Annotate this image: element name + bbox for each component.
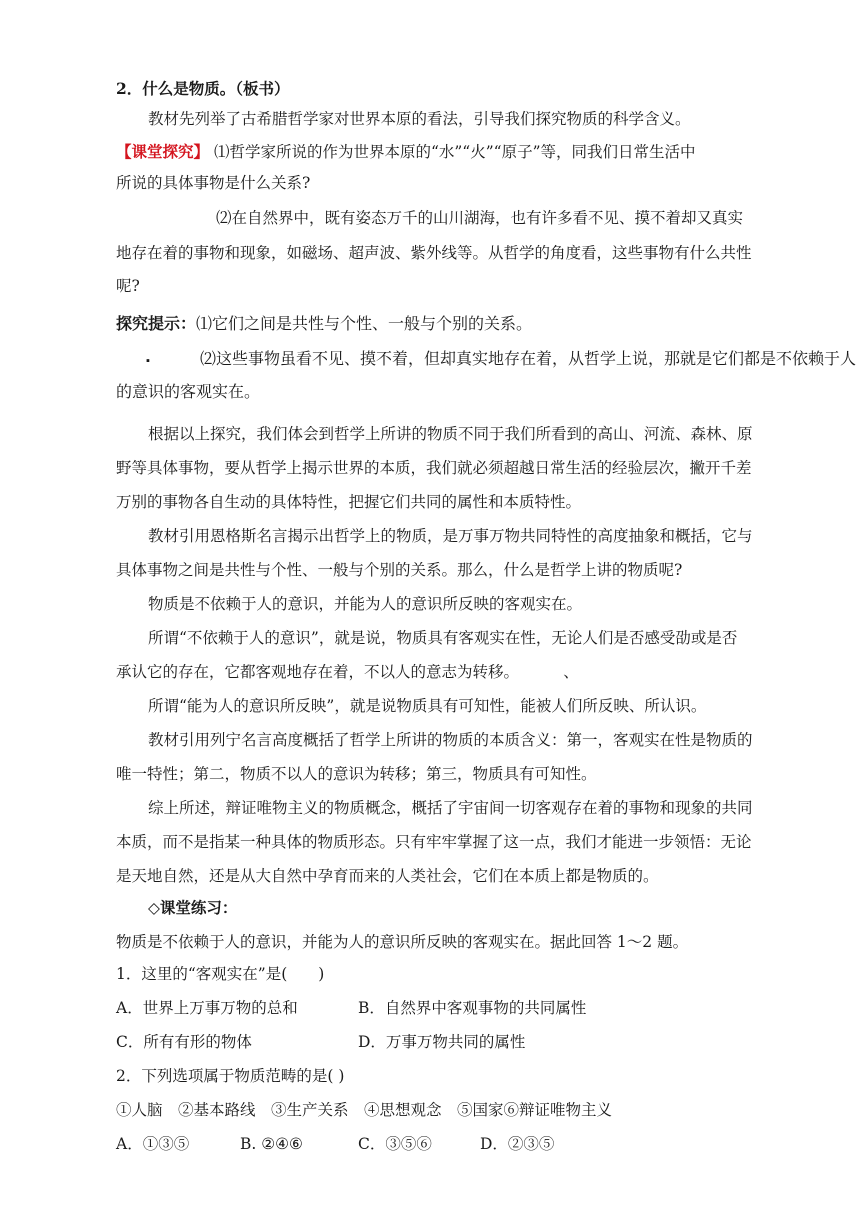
question-1: 1．这里的“客观实在”是( ) xyxy=(116,965,325,983)
paragraph-6-line-2: 唯一特性；第二，物质不以人的意识为转移；第三，物质具有可知性。 xyxy=(116,765,597,783)
explore-question-1-line-2: 所说的具体事物是什么关系? xyxy=(116,174,311,192)
hint-1-text: ⑴它们之间是共性与个性、一般与个别的关系。 xyxy=(196,314,533,333)
question-2-option-a: A．①③⑤ xyxy=(116,1135,190,1153)
hint-line-1 xyxy=(116,313,532,335)
practice-heading: ◇课堂练习： xyxy=(148,898,238,917)
paragraph-4-line-2 xyxy=(116,661,579,683)
paragraph-2-line-1: 教材引用恩格斯名言揭示出哲学上的物质，是万事万物共同特性的高度抽象和概括，它与 xyxy=(148,527,753,545)
paragraph-7-line-3: 是天地自然，还是从大自然中孕育而来的人类社会，它们在本质上都是物质的。 xyxy=(116,867,659,885)
paragraph-1-line-1: 根据以上探究，我们体会到哲学上所讲的物质不同于我们所看到的高山、河流、森林、原 xyxy=(148,425,753,443)
question-2-option-b: B. ②④⑥ xyxy=(240,1135,303,1153)
question-1-option-c: C．所有有形的物体 xyxy=(116,1033,252,1051)
paragraph-7-line-1: 综上所述，辩证唯物主义的物质概念，概括了宇宙间一切客观存在着的事物和现象的共同 xyxy=(148,799,753,817)
hint-dot: . xyxy=(145,348,151,366)
hint-2-line-2: 的意识的客观实在。 xyxy=(116,382,261,401)
question-1-option-d: D．万事万物共同的属性 xyxy=(358,1033,526,1051)
question-1-option-b: B．自然界中客观事物的共同属性 xyxy=(358,999,587,1017)
paragraph-3: 物质是不依赖于人的意识，并能为人的意识所反映的客观实在。 xyxy=(148,595,583,613)
paragraph-7-line-2: 本质，而不是指某一种具体的物质形态。只有牢牢掌握了这一点，我们才能进一步领悟：无论 xyxy=(116,833,752,851)
hint-2-line-1: ⑵这些事物虽看不见、摸不着，但却真实地存在着，从哲学上说，那就是它们都是不依赖于人 xyxy=(200,349,857,368)
stray-mark: 、 xyxy=(563,663,579,681)
explore-question-2-line-2: 地存在着的事物和现象，如磁场、超声波、紫外线等。从哲学的角度看，这些事物有什么共性 xyxy=(116,244,752,262)
question-2-option-c: C．③⑤⑥ xyxy=(358,1135,432,1153)
explore-question-2-line-3: 呢? xyxy=(116,277,140,295)
explore-question-1-line-1 xyxy=(116,141,696,163)
explore-question-1-text: ⑴哲学家所说的作为世界本原的“水”“火”“原子”等，同我们日常生活中 xyxy=(213,143,696,161)
paragraph-1-line-2: 野等具体事物，要从哲学上揭示世界的本质，我们就必须超越日常生活的经验层次，撇开千差 xyxy=(116,459,752,477)
paragraph-4-text: 承认它的存在，它都客观地存在着，不以人的意志为转移。 xyxy=(116,663,512,681)
question-2: 2．下列选项属于物质范畴的是( ) xyxy=(116,1067,345,1085)
paragraph-5: 所谓“能为人的意识所反映”，就是说物质具有可知性，能被人们所反映、所认识。 xyxy=(148,697,707,715)
section-title: 2．什么是物质。（板书） xyxy=(116,79,290,98)
paragraph-1-line-3: 万别的事物各自生动的具体特性，把握它们共同的属性和本质特性。 xyxy=(116,493,582,511)
paragraph-6-line-1: 教材引用列宁名言高度概括了哲学上所讲的物质的本质含义：第一，客观实在性是物质的 xyxy=(148,731,753,749)
question-2-items: ①人脑 ②基本路线 ③生产关系 ④思想观念 ⑤国家⑥辩证唯物主义 xyxy=(116,1101,613,1119)
intro-text: 教材先列举了古希腊哲学家对世界本原的看法，引导我们探究物质的科学含义。 xyxy=(148,110,691,128)
paragraph-4-line-1: 所谓“不依赖于人的意识”，就是说，物质具有客观实在性，无论人们是否感受劭或是否 xyxy=(148,629,738,647)
question-1-option-a: A．世界上万事万物的总和 xyxy=(116,999,298,1017)
hint-label: 探究提示： xyxy=(116,314,197,333)
paragraph-2-line-2: 具体事物之间是共性与个性、一般与个别的关系。那么，什么是哲学上讲的物质呢? xyxy=(116,561,683,579)
practice-lead: 物质是不依赖于人的意识，并能为人的意识所反映的客观实在。据此回答 1～2 题。 xyxy=(116,933,689,951)
question-2-option-d: D．②③⑤ xyxy=(480,1135,555,1153)
explore-question-2-line-1: ⑵在自然界中，既有姿态万千的山川湖海，也有许多看不见、摸不着却又真实 xyxy=(216,209,744,227)
explore-tag: 【课堂探究】 xyxy=(116,142,210,161)
